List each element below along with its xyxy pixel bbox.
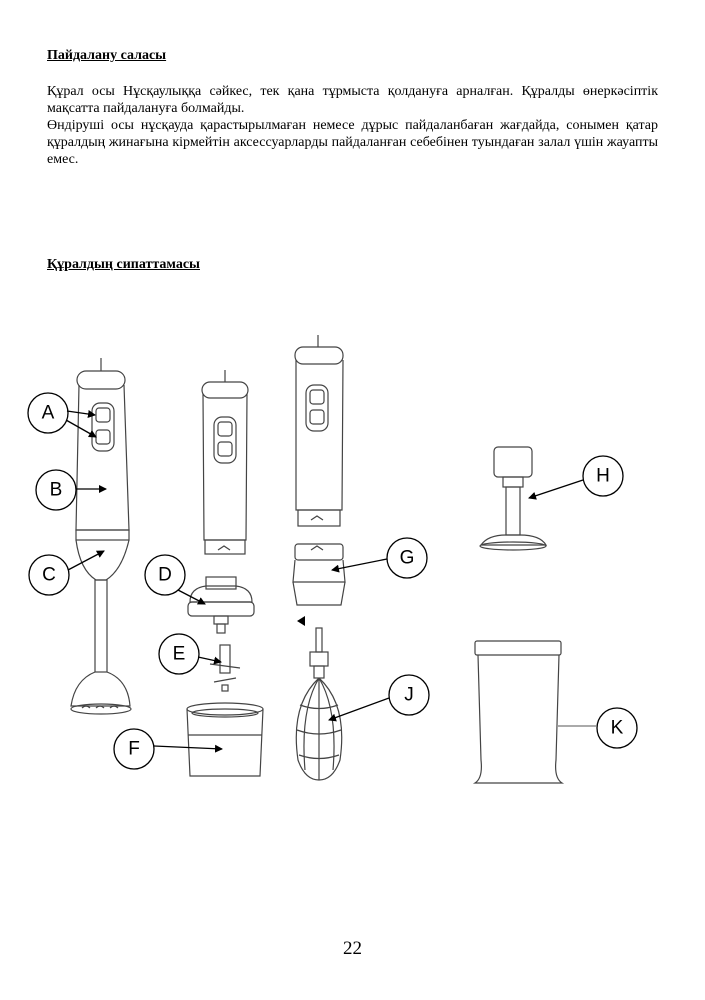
whisk-coupler-illustration — [293, 544, 345, 626]
measuring-beaker-illustration — [475, 641, 562, 783]
label-a: A — [41, 402, 55, 424]
blender-leg-illustration — [480, 447, 546, 550]
chopper-blade-illustration — [210, 645, 240, 691]
label-h: H — [596, 465, 610, 487]
whisk-illustration — [296, 628, 341, 780]
label-g: G — [399, 547, 415, 569]
section-title-description: Құралдың сипаттамасы — [47, 257, 200, 272]
motor-unit-2-illustration — [295, 335, 343, 526]
motor-unit-illustration — [202, 370, 248, 554]
section-title-usage: Пайдалану саласы — [47, 48, 167, 63]
page-number: 22 — [343, 938, 362, 959]
label-k: K — [610, 717, 624, 739]
chopper-lid-illustration — [188, 577, 254, 633]
chopper-bowl-illustration — [187, 703, 263, 776]
blender-parts-diagram — [0, 320, 705, 800]
label-j: J — [404, 684, 414, 706]
label-f: F — [128, 738, 140, 760]
label-e: E — [172, 643, 186, 665]
label-b: B — [49, 479, 63, 501]
usage-paragraph-1: Құрал осы Нұсқаулыққа сәйкес, тек қана тұрмыста қолдануға арналған. Құралды өнеркәсіптік мақсатта пайдалануға болмайды. — [47, 84, 658, 116]
usage-paragraph-2: Өндіруші осы нұсқауда қарастырылмаған немесе дұрыс пайдаланбаған жағдайда, сонымен қатар құралдың жинағына кірмейтін аксессуарларды пайдаланған себебінен туындаған залал үшін жауапты емес. — [47, 118, 658, 167]
label-d: D — [158, 564, 172, 586]
blender-assembled-illustration — [71, 358, 131, 714]
label-c: C — [42, 564, 56, 586]
